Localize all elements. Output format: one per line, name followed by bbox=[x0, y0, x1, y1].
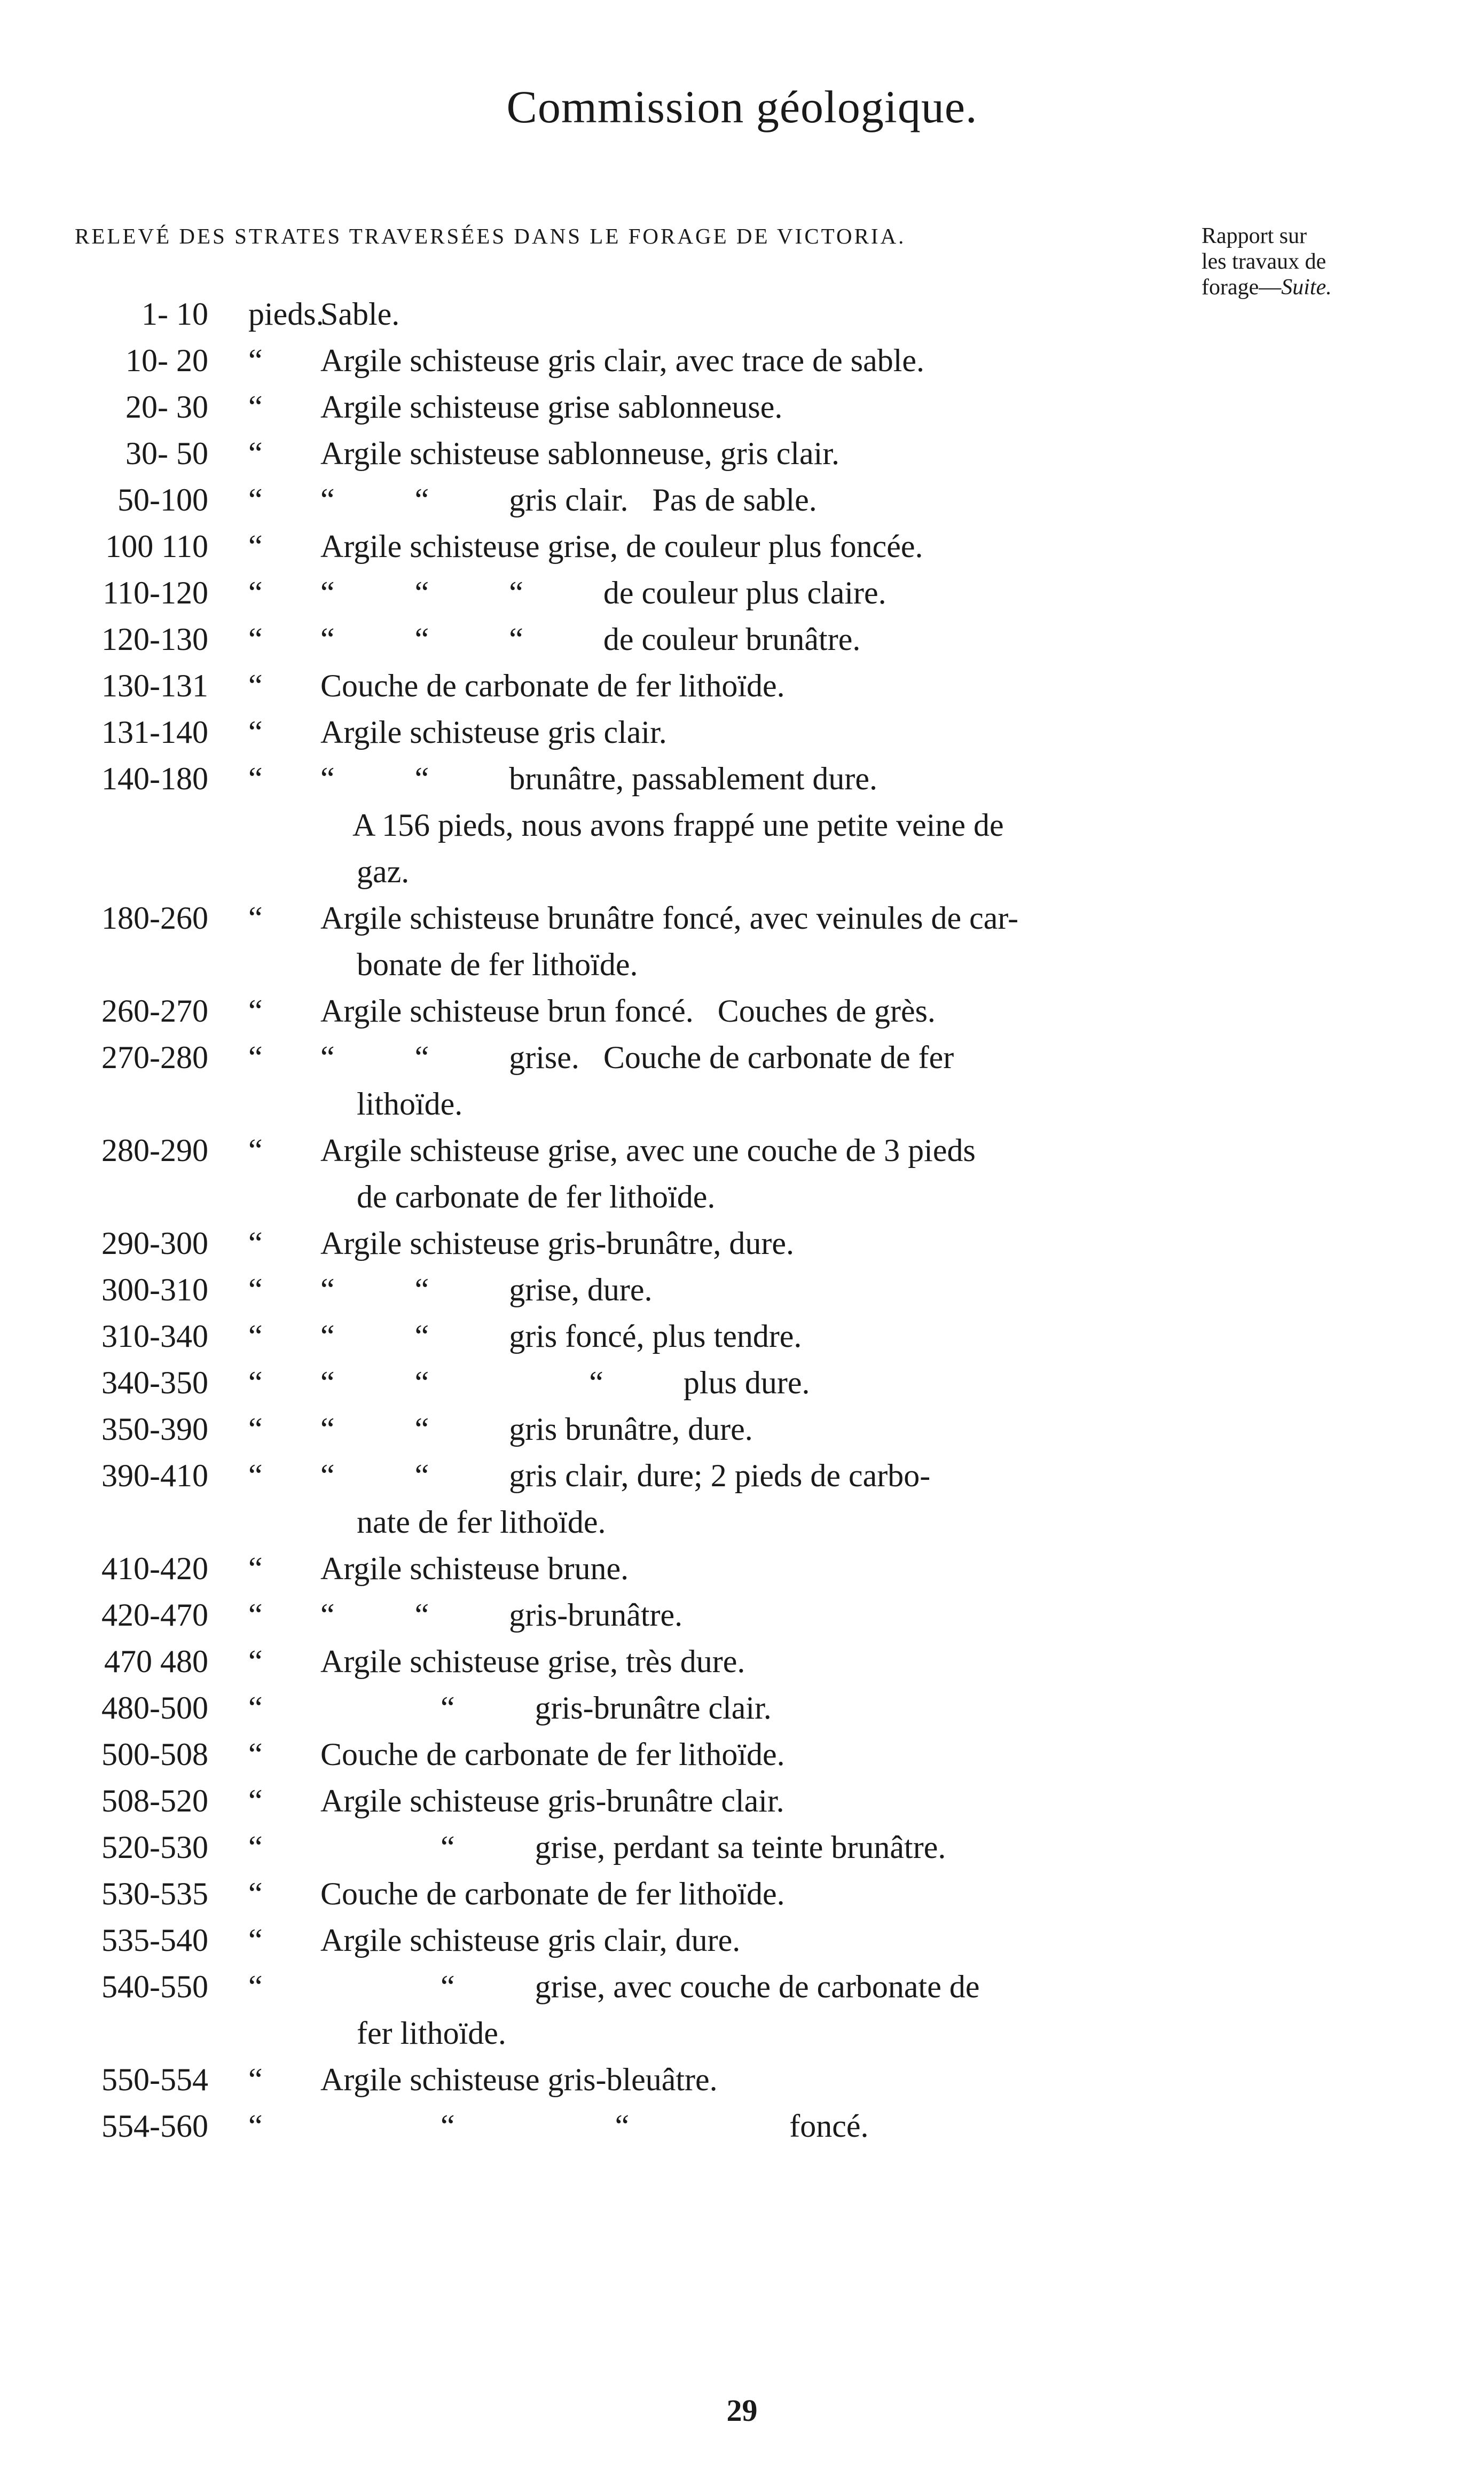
strata-description: Argile schisteuse grise, avec une couche de 3 pieds bbox=[320, 1133, 976, 1168]
strata-row bbox=[0, 1220, 1484, 1267]
depth-range: 500-508 bbox=[101, 1737, 208, 1772]
depth-unit: “ bbox=[248, 482, 263, 517]
strata-row bbox=[0, 1406, 1484, 1453]
depth-unit: “ bbox=[248, 668, 263, 703]
depth-unit: “ bbox=[248, 993, 263, 1029]
depth-range: 20- 30 bbox=[125, 389, 208, 425]
depth-unit: “ bbox=[248, 1319, 263, 1354]
depth-range: 420-470 bbox=[101, 1597, 208, 1633]
depth-range: 340-350 bbox=[101, 1365, 208, 1400]
strata-description: “ “ gris clair. Pas de sable. bbox=[320, 482, 817, 517]
depth-unit: “ bbox=[248, 761, 263, 796]
strata-note bbox=[0, 802, 1484, 849]
strata-row bbox=[0, 523, 1484, 570]
marginal-note-text: forage— bbox=[1202, 275, 1282, 300]
strata-row bbox=[0, 1917, 1484, 1964]
strata-row bbox=[0, 1546, 1484, 1592]
strata-description: “ “ foncé. bbox=[320, 2108, 869, 2144]
marginal-note bbox=[1202, 223, 1426, 300]
depth-range: 550-554 bbox=[101, 2062, 208, 2097]
strata-description: Couche de carbonate de fer lithoïde. bbox=[320, 1876, 785, 1911]
strata-description: Argile schisteuse brunâtre foncé, avec veinules de car- bbox=[320, 900, 1019, 936]
depth-range: 100 110 bbox=[105, 529, 208, 564]
strata-description: “ “ brunâtre, passablement dure. bbox=[320, 761, 877, 796]
depth-range: 520-530 bbox=[101, 1830, 208, 1865]
strata-description: Argile schisteuse sablonneuse, gris clair. bbox=[320, 436, 840, 471]
depth-unit: “ bbox=[248, 436, 263, 471]
depth-unit: “ bbox=[248, 1411, 263, 1447]
strata-row bbox=[0, 1964, 1484, 2010]
strata-row bbox=[0, 1685, 1484, 1731]
depth-unit: “ bbox=[248, 343, 263, 378]
page-title: Commission géologique. bbox=[506, 81, 978, 132]
strata-row bbox=[0, 756, 1484, 802]
strata-description: “ “ gris brunâtre, dure. bbox=[320, 1411, 753, 1447]
strata-row bbox=[0, 291, 1484, 338]
depth-unit: “ bbox=[248, 1690, 263, 1726]
strata-row bbox=[0, 1824, 1484, 1871]
strata-row bbox=[0, 663, 1484, 709]
strata-description: Argile schisteuse gris clair. bbox=[320, 715, 667, 750]
strata-continuation bbox=[0, 2010, 1484, 2057]
strata-continuation bbox=[0, 1174, 1484, 1220]
strata-row bbox=[0, 430, 1484, 477]
strata-row bbox=[0, 616, 1484, 663]
continuation-text: fer lithoïde. bbox=[357, 2016, 506, 2051]
depth-unit: “ bbox=[248, 529, 263, 564]
strata-row bbox=[0, 2103, 1484, 2150]
depth-range: 280-290 bbox=[101, 1133, 208, 1168]
depth-range: 10- 20 bbox=[125, 343, 208, 378]
strata-description: Argile schisteuse gris-brunâtre clair. bbox=[320, 1783, 784, 1818]
depth-range: 270-280 bbox=[101, 1040, 208, 1075]
depth-unit: “ bbox=[248, 1365, 263, 1400]
depth-unit: “ bbox=[248, 2108, 263, 2144]
depth-range: 530-535 bbox=[101, 1876, 208, 1911]
strata-description: Argile schisteuse brun foncé. Couches de grès. bbox=[320, 993, 936, 1029]
marginal-note-line: les travaux de bbox=[1202, 249, 1326, 274]
strata-row bbox=[0, 477, 1484, 523]
strata-row bbox=[0, 1267, 1484, 1313]
strata-row bbox=[0, 570, 1484, 616]
strata-row bbox=[0, 384, 1484, 430]
strata-description: “ grise, perdant sa teinte brunâtre. bbox=[320, 1830, 946, 1865]
marginal-note-italic: Suite. bbox=[1281, 275, 1332, 300]
depth-range: 390-410 bbox=[101, 1458, 208, 1493]
depth-range: 30- 50 bbox=[125, 436, 208, 471]
strata-row bbox=[0, 2057, 1484, 2103]
continuation-text: nate de fer lithoïde. bbox=[357, 1504, 606, 1540]
strata-description: Couche de carbonate de fer lithoïde. bbox=[320, 1737, 785, 1772]
strata-row bbox=[0, 1453, 1484, 1499]
depth-unit: “ bbox=[248, 389, 263, 425]
strata-description: “ “ “ de couleur brunâtre. bbox=[320, 622, 861, 657]
depth-unit: “ bbox=[248, 1272, 263, 1307]
strata-description: “ “ gris foncé, plus tendre. bbox=[320, 1319, 802, 1354]
strata-description: “ “ “ de couleur plus claire. bbox=[320, 575, 886, 610]
depth-unit: “ bbox=[248, 622, 263, 657]
depth-unit: “ bbox=[248, 1551, 263, 1586]
strata-description: Argile schisteuse gris clair, dure. bbox=[320, 1923, 741, 1958]
strata-row bbox=[0, 709, 1484, 756]
depth-range: 120-130 bbox=[101, 622, 208, 657]
depth-range: 554-560 bbox=[101, 2108, 208, 2144]
continuation-text: bonate de fer lithoïde. bbox=[357, 947, 638, 982]
depth-unit: “ bbox=[248, 1737, 263, 1772]
strata-description: Sable. bbox=[320, 296, 400, 332]
depth-unit: “ bbox=[248, 1830, 263, 1865]
page-number: 29 bbox=[726, 2393, 758, 2428]
depth-range: 260-270 bbox=[101, 993, 208, 1029]
strata-description: Argile schisteuse grise, très dure. bbox=[320, 1644, 745, 1679]
depth-unit: “ bbox=[248, 1876, 263, 1911]
strata-row bbox=[0, 1360, 1484, 1406]
depth-range: 1- 10 bbox=[142, 296, 208, 332]
depth-unit: “ bbox=[248, 1458, 263, 1493]
strata-description: “ “ grise. Couche de carbonate de fer bbox=[320, 1040, 954, 1075]
depth-unit: “ bbox=[248, 1040, 263, 1075]
strata-row bbox=[0, 1034, 1484, 1081]
strata-continuation bbox=[0, 1499, 1484, 1546]
depth-unit: pieds. bbox=[248, 296, 324, 332]
depth-range: 310-340 bbox=[101, 1319, 208, 1354]
depth-range: 300-310 bbox=[101, 1272, 208, 1307]
depth-range: 540-550 bbox=[101, 1969, 208, 2004]
strata-row bbox=[0, 895, 1484, 942]
strata-list bbox=[0, 291, 1484, 2150]
strata-row bbox=[0, 1871, 1484, 1917]
strata-description: “ “ “ plus dure. bbox=[320, 1365, 810, 1400]
strata-row bbox=[0, 1638, 1484, 1685]
strata-description: Couche de carbonate de fer lithoïde. bbox=[320, 668, 785, 703]
strata-description: “ gris-brunâtre clair. bbox=[320, 1690, 772, 1726]
strata-description: Argile schisteuse brune. bbox=[320, 1551, 629, 1586]
continuation-text: gaz. bbox=[357, 854, 410, 889]
depth-range: 410-420 bbox=[101, 1551, 208, 1586]
depth-range: 290-300 bbox=[101, 1226, 208, 1261]
strata-row bbox=[0, 1592, 1484, 1638]
depth-unit: “ bbox=[248, 1133, 263, 1168]
strata-row bbox=[0, 1127, 1484, 1174]
marginal-note-line: Rapport sur bbox=[1202, 224, 1307, 248]
depth-unit: “ bbox=[248, 1969, 263, 2004]
table-heading: RELEVÉ DES STRATES TRAVERSÉES DANS LE FORAGE DE VICTORIA. bbox=[75, 224, 906, 248]
depth-unit: “ bbox=[248, 1226, 263, 1261]
depth-range: 131-140 bbox=[101, 715, 208, 750]
strata-description: “ grise, avec couche de carbonate de bbox=[320, 1969, 980, 2004]
depth-unit: “ bbox=[248, 900, 263, 936]
strata-description: “ “ gris-brunâtre. bbox=[320, 1597, 683, 1633]
strata-row bbox=[0, 988, 1484, 1034]
depth-unit: “ bbox=[248, 1783, 263, 1818]
depth-unit: “ bbox=[248, 715, 263, 750]
strata-continuation bbox=[0, 849, 1484, 895]
depth-range: 110-120 bbox=[103, 575, 208, 610]
depth-unit: “ bbox=[248, 575, 263, 610]
strata-description: “ “ grise, dure. bbox=[320, 1272, 653, 1307]
strata-continuation bbox=[0, 1081, 1484, 1127]
depth-range: 535-540 bbox=[101, 1923, 208, 1958]
depth-unit: “ bbox=[248, 1644, 263, 1679]
depth-unit: “ bbox=[248, 2062, 263, 2097]
strata-continuation bbox=[0, 942, 1484, 988]
depth-range: 50-100 bbox=[117, 482, 208, 517]
strata-row bbox=[0, 338, 1484, 384]
depth-range: 480-500 bbox=[101, 1690, 208, 1726]
continuation-text: de carbonate de fer lithoïde. bbox=[357, 1179, 716, 1214]
continuation-text: lithoïde. bbox=[357, 1086, 463, 1122]
depth-range: 180-260 bbox=[101, 900, 208, 936]
strata-row bbox=[0, 1778, 1484, 1824]
strata-description: Argile schisteuse gris clair, avec trace de sable. bbox=[320, 343, 925, 378]
note-text: A 156 pieds, nous avons frappé une petite veine de bbox=[352, 807, 1004, 843]
strata-description: Argile schisteuse grise, de couleur plus foncée. bbox=[320, 529, 923, 564]
strata-row bbox=[0, 1731, 1484, 1778]
strata-description: Argile schisteuse gris-bleuâtre. bbox=[320, 2062, 718, 2097]
depth-range: 470 480 bbox=[104, 1644, 208, 1679]
depth-range: 350-390 bbox=[101, 1411, 208, 1447]
depth-range: 130-131 bbox=[101, 668, 208, 703]
strata-description: Argile schisteuse grise sablonneuse. bbox=[320, 389, 783, 425]
depth-range: 140-180 bbox=[101, 761, 208, 796]
depth-unit: “ bbox=[248, 1923, 263, 1958]
strata-row bbox=[0, 1313, 1484, 1360]
depth-unit: “ bbox=[248, 1597, 263, 1633]
strata-description: “ “ gris clair, dure; 2 pieds de carbo- bbox=[320, 1458, 931, 1493]
strata-description: Argile schisteuse gris-brunâtre, dure. bbox=[320, 1226, 794, 1261]
depth-range: 508-520 bbox=[101, 1783, 208, 1818]
